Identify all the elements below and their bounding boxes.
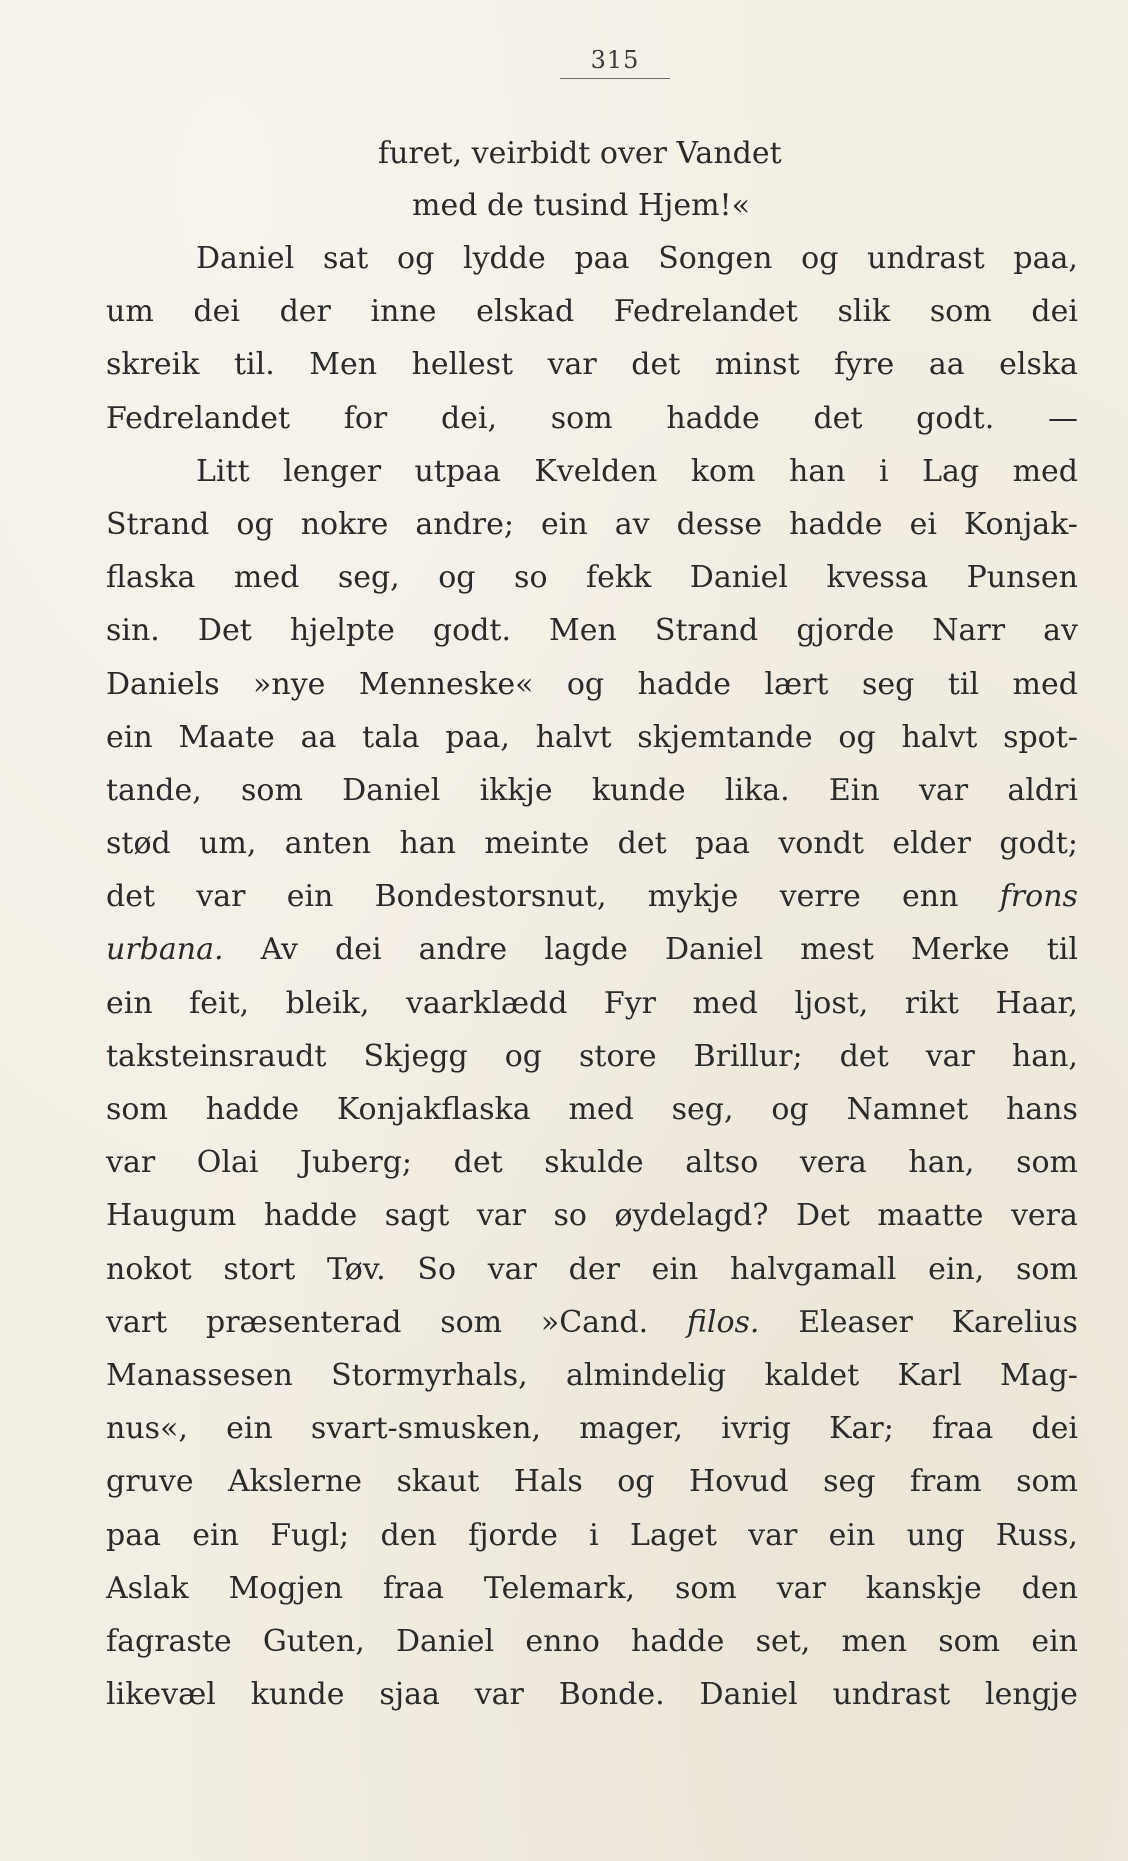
word: Aslak [106, 1570, 189, 1606]
word: Konjak- [963, 506, 1078, 542]
word: lenger [283, 453, 382, 489]
text-line [106, 1349, 1078, 1402]
word: i [589, 1517, 599, 1553]
word: aldri [1007, 772, 1078, 808]
word: Brillur; [693, 1038, 803, 1074]
word: paa, [445, 719, 510, 755]
word: med [1012, 453, 1078, 489]
word: som [1016, 1464, 1078, 1500]
word: mykje [647, 879, 739, 915]
word: hadde [205, 1092, 300, 1127]
text-line [106, 658, 1078, 711]
word: Hals [513, 1464, 583, 1500]
word: Songen [658, 241, 773, 276]
word: der [279, 294, 331, 330]
word: han [399, 826, 456, 862]
word: maatte [877, 1198, 984, 1234]
word: fekk [586, 560, 652, 596]
word: enno [525, 1623, 600, 1659]
word: Konjakflaska [336, 1092, 531, 1127]
word: Stormyrhals, [331, 1357, 528, 1393]
word: store [579, 1038, 657, 1074]
word: vera [799, 1145, 867, 1181]
word: godt. [432, 613, 511, 649]
word: Akslerne [228, 1464, 363, 1500]
word: var [918, 772, 969, 808]
word: hadde [263, 1198, 358, 1234]
word: Av [260, 932, 298, 968]
word: halvt [535, 719, 612, 755]
text-line [106, 604, 1078, 657]
word: paa, [1013, 241, 1078, 276]
word: hadde [637, 666, 731, 702]
word: Det [197, 613, 252, 649]
word: skaut [396, 1464, 480, 1500]
text-line [106, 285, 1078, 338]
word: ljost, [794, 985, 869, 1021]
word: halvgamall [730, 1251, 897, 1287]
word: Lag [922, 453, 980, 489]
word: hans [1005, 1092, 1078, 1127]
word: ein, [928, 1251, 985, 1287]
text-line [106, 232, 1078, 285]
word: Fyr [603, 985, 657, 1021]
word: med [568, 1092, 634, 1127]
word: stød [106, 826, 171, 862]
word: bleik, [285, 985, 370, 1021]
word: Daniel [342, 772, 441, 808]
word: det [813, 400, 863, 436]
word: altso [685, 1145, 759, 1181]
word: kaldet [764, 1357, 860, 1393]
word: Juberg; [300, 1145, 413, 1181]
word: var [106, 1145, 156, 1181]
word: som [1016, 1145, 1078, 1181]
word: fraa [931, 1411, 994, 1447]
word: og [566, 666, 605, 702]
word: vart [106, 1304, 168, 1340]
word: det [839, 1038, 889, 1074]
word: meinte [484, 826, 590, 862]
word: og [504, 1038, 542, 1074]
word: Daniel [664, 932, 764, 968]
word: verre [779, 879, 861, 915]
word: anten [284, 826, 372, 862]
word: lært [764, 666, 829, 702]
poem-excerpt [0, 128, 1128, 232]
word: Haar, [995, 985, 1078, 1021]
word: for [343, 400, 388, 436]
word: Manassesen [106, 1357, 293, 1393]
word: den [380, 1517, 437, 1553]
word: So [417, 1251, 457, 1287]
word: halvt [901, 719, 978, 755]
word: lydde [463, 241, 546, 276]
word: seg, [337, 560, 400, 596]
word: var [748, 1517, 798, 1553]
word: Eleaser [798, 1304, 913, 1340]
text-line [106, 392, 1078, 445]
word: Fugl; [270, 1517, 350, 1553]
body-text [106, 232, 1078, 1721]
word: Bondestorsnut, [374, 879, 607, 915]
word: var [196, 879, 246, 915]
word: nus«, [106, 1411, 188, 1447]
word: Tøv. [327, 1251, 386, 1287]
word: ein [828, 1517, 876, 1553]
word: og [838, 719, 876, 755]
word: so [553, 1198, 587, 1234]
word: undrast [867, 241, 985, 276]
word: hellest [411, 347, 514, 383]
word: til. [233, 347, 275, 383]
word: Maate [178, 719, 275, 755]
word: skulde [544, 1145, 644, 1181]
word: ung [906, 1517, 965, 1553]
word: ein [106, 719, 153, 755]
word: det [631, 347, 681, 383]
word: sagt [384, 1198, 450, 1234]
word: hjelpte [289, 613, 395, 649]
word: Strand [106, 506, 210, 542]
word: som [1016, 1251, 1078, 1287]
word: Narr [932, 613, 1006, 649]
word: Guten, [262, 1623, 365, 1659]
word: likevæl [106, 1677, 216, 1713]
text-line [106, 817, 1078, 870]
word: Det [795, 1198, 850, 1234]
word: fram [909, 1464, 982, 1500]
word: var [476, 1198, 526, 1234]
word: Merke [910, 932, 1010, 968]
word: flaska [106, 560, 196, 596]
word: og [617, 1464, 655, 1500]
word: præsenterad [205, 1304, 402, 1340]
text-line [106, 923, 1078, 976]
word: kvessa [826, 560, 929, 596]
word: slik [837, 294, 891, 330]
poem-line: med de tusind Hjem!« [412, 188, 750, 223]
word: hadde [789, 506, 883, 542]
word: elskad [476, 294, 575, 330]
text-line [106, 1668, 1078, 1721]
word: Mag- [1000, 1357, 1078, 1393]
word: »nye [253, 666, 326, 702]
text-line [106, 711, 1078, 764]
text-line [106, 338, 1078, 391]
word: kom [690, 453, 756, 489]
word: um, [199, 826, 257, 862]
word: ein [651, 1251, 699, 1287]
word: var [547, 347, 597, 383]
word: aa [928, 347, 965, 383]
word: som [241, 772, 303, 808]
word: ein [286, 879, 334, 915]
word: godt. [916, 400, 995, 436]
word: og [801, 241, 839, 276]
word: og [236, 506, 274, 542]
word: desse [676, 506, 763, 542]
word: Olai [196, 1145, 259, 1181]
word: undrast [832, 1677, 951, 1713]
text-line [106, 1402, 1078, 1455]
word: der [568, 1251, 620, 1287]
word: det [617, 826, 667, 862]
text-line [106, 445, 1078, 498]
word: andre; [415, 506, 514, 542]
italic-word: frons [999, 879, 1078, 915]
text-line [106, 1083, 1078, 1136]
text-line [106, 1189, 1078, 1242]
word: um [106, 294, 154, 330]
word: sin. [106, 613, 160, 649]
word: minst [714, 347, 800, 383]
text-line [106, 870, 1078, 923]
word: han, [908, 1145, 975, 1181]
word: set, [755, 1623, 811, 1659]
word: det [106, 879, 156, 915]
word: kunde [250, 1677, 345, 1713]
word: som [929, 294, 992, 330]
word: Karl [897, 1357, 962, 1393]
word: Fedrelandet [613, 294, 798, 330]
word: fjorde [468, 1517, 558, 1553]
text-line [106, 1455, 1078, 1508]
word: Hovud [688, 1464, 789, 1500]
word: med [1012, 666, 1078, 702]
word: svart-smusken, [310, 1411, 542, 1447]
word: aa [300, 719, 337, 755]
word: Mogjen [228, 1570, 343, 1606]
word: Ein [828, 772, 880, 808]
word: gruve [106, 1464, 194, 1500]
word: Men [309, 347, 378, 383]
word: mest [800, 932, 874, 968]
word: seg [823, 1464, 876, 1500]
word: nokot [106, 1251, 192, 1287]
text-line [106, 1296, 1078, 1349]
word: paa [574, 241, 630, 276]
word: taksteinsraudt [106, 1038, 327, 1074]
word: kunde [591, 772, 686, 808]
text-line [106, 1136, 1078, 1189]
word: tala [362, 719, 420, 755]
word: godt; [999, 826, 1078, 862]
word: sat [322, 241, 369, 276]
word: ein [106, 985, 153, 1021]
word: elder [892, 826, 971, 862]
text-line [106, 1243, 1078, 1296]
word: elska [999, 347, 1078, 383]
text-line [106, 1030, 1078, 1083]
word: dei [1031, 294, 1078, 330]
word: Daniels [106, 666, 220, 702]
word: andre [418, 932, 508, 968]
word: ein [226, 1411, 273, 1447]
word: og [771, 1092, 809, 1127]
word: Laget [630, 1517, 717, 1553]
word: til [1046, 932, 1078, 968]
word: til [947, 666, 980, 702]
word: Menneske« [358, 666, 534, 702]
word: Strand [654, 613, 759, 649]
word: sjaa [379, 1677, 440, 1713]
word: vondt [778, 826, 864, 862]
word: nokre [300, 506, 389, 542]
word: som [440, 1304, 503, 1340]
word: enn [902, 879, 959, 915]
word: fraa [382, 1570, 445, 1606]
word: paa [106, 1517, 161, 1553]
word: Telemark, [483, 1570, 636, 1606]
word: Russ, [995, 1517, 1078, 1553]
word: mager, [579, 1411, 684, 1447]
word: utpaa [414, 453, 501, 489]
word: tande, [106, 772, 202, 808]
word: det [453, 1145, 503, 1181]
word: so [514, 560, 548, 596]
word: skreik [106, 347, 200, 383]
word: lika. [724, 772, 790, 808]
word: lagde [544, 932, 628, 968]
text-line [106, 551, 1078, 604]
text-line [106, 498, 1078, 551]
word: »Cand. [540, 1304, 649, 1340]
word: inne [370, 294, 437, 330]
text-line [106, 1509, 1078, 1562]
page-number: 315 [560, 46, 670, 79]
word: var [776, 1570, 826, 1606]
word: kanskje [865, 1570, 982, 1606]
word: men [841, 1623, 908, 1659]
text-line [106, 1615, 1078, 1668]
word: vera [1010, 1198, 1078, 1234]
word: Bonde. [558, 1677, 665, 1713]
word: almindelig [565, 1357, 727, 1393]
word: Fedrelandet [106, 400, 291, 436]
word: øydelagd? [614, 1198, 769, 1234]
word: Kvelden [534, 453, 658, 489]
word: med [692, 985, 758, 1021]
italic-word: urbana. [106, 932, 224, 968]
word: dei [335, 932, 382, 968]
word: av [614, 506, 650, 542]
word: seg, [671, 1092, 734, 1127]
word: stort [223, 1251, 296, 1287]
word: Daniel [689, 560, 788, 596]
word: Kar; [829, 1411, 894, 1447]
word: som [106, 1092, 168, 1127]
word: dei, [440, 400, 498, 436]
word: lengje [985, 1677, 1078, 1713]
word: i [879, 453, 889, 489]
word: ein [1031, 1623, 1078, 1659]
text-line [106, 1562, 1078, 1615]
word: — [1047, 400, 1078, 436]
word: Daniel [196, 241, 295, 276]
word: seg [862, 666, 915, 702]
word: som [550, 400, 613, 436]
word: ein [192, 1517, 239, 1553]
word: fagraste [106, 1623, 232, 1659]
text-line [106, 977, 1078, 1030]
word: Men [549, 613, 617, 649]
word: feit, [189, 985, 250, 1021]
word: Litt [196, 453, 250, 489]
word: som [938, 1623, 1001, 1659]
word: Daniel [699, 1677, 798, 1713]
word: vaarklædd [406, 985, 568, 1021]
word: han [789, 453, 846, 489]
word: Punsen [966, 560, 1078, 596]
text-line [106, 764, 1078, 817]
word: som [674, 1570, 737, 1606]
word: ein [541, 506, 588, 542]
word: gjorde [796, 613, 895, 649]
word: med [233, 560, 300, 596]
word: Daniel [395, 1623, 495, 1659]
word: hadde [631, 1623, 725, 1659]
word: fyre [834, 347, 895, 383]
word: Namnet [846, 1092, 969, 1127]
word: ikkje [479, 772, 553, 808]
poem-line: furet, veirbidt over Vandet [378, 136, 782, 171]
word: ei [909, 506, 937, 542]
word: dei [193, 294, 240, 330]
word: av [1043, 613, 1078, 649]
word: skjemtande [637, 719, 813, 755]
word: ivrig [721, 1411, 791, 1447]
word: Haugum [106, 1198, 237, 1234]
word: og [397, 241, 435, 276]
word: Karelius [951, 1304, 1078, 1340]
word: han, [1011, 1038, 1078, 1074]
word: var [925, 1038, 975, 1074]
italic-word: filos. [686, 1304, 760, 1340]
word: spot- [1003, 719, 1078, 755]
word: dei [1031, 1411, 1078, 1447]
word: var [487, 1251, 537, 1287]
word: rikt [904, 985, 959, 1021]
word: var [474, 1677, 524, 1713]
word: og [438, 560, 476, 596]
word: hadde [666, 400, 760, 436]
word: Skjegg [363, 1038, 468, 1074]
word: den [1021, 1570, 1078, 1606]
word: paa [695, 826, 750, 862]
